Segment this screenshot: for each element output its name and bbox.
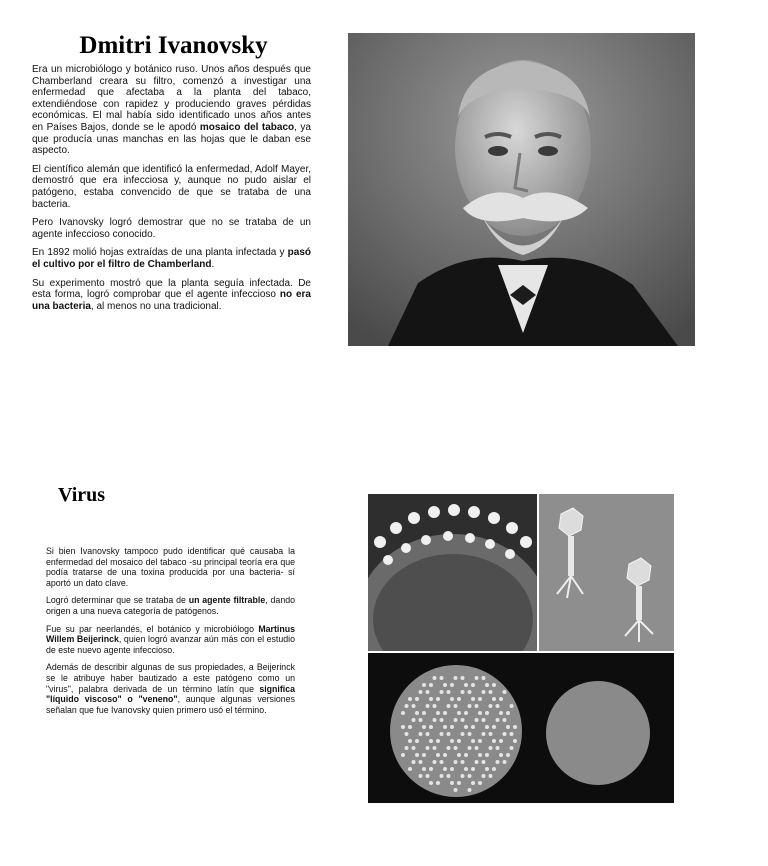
section-title-ivanovsky: Dmitri Ivanovsky xyxy=(79,32,268,59)
text: Logró determinar que se trataba de xyxy=(46,595,189,606)
text: Su experimento mostró que la planta seguía infectada. De esta forma, logró comprobar que el agente infeccioso xyxy=(32,277,311,301)
text: Además de describir algunas de sus propiedades, a Beijerinck se le atribuye haber bautizado a este patógeno como un "virus", palabra derivada de un término latín que xyxy=(46,662,295,694)
portrait-photo xyxy=(348,33,695,346)
paragraph: El científico alemán que identificó la enfermedad, Adolf Mayer, demostró que era infecciosa y, aunque no pudo aislar el patógeno, estaba convencido de que se trataba de una bacteria. xyxy=(32,163,311,210)
paragraph xyxy=(32,64,311,157)
paragraph xyxy=(46,595,295,616)
paragraph xyxy=(46,624,295,656)
bold-text: no era una bacteria xyxy=(32,289,311,312)
text: Fue su par neerlandés, el botánico y microbiólogo xyxy=(46,623,259,634)
bold-text: mosaico del tabaco xyxy=(199,121,295,133)
virus-text-column xyxy=(46,546,295,722)
text: , quien logró avanzar aún más con el estudio de este nuevo agente infeccioso. xyxy=(46,634,295,655)
ivanovsky-text-column xyxy=(32,64,311,319)
paragraph: Pero Ivanovsky logró demostrar que no se trataba de un agente infeccioso conocido. xyxy=(32,217,311,240)
micrograph-panel-virions xyxy=(368,653,674,803)
text: , ya que producía unas manchas en las hojas que le daban ese aspecto. xyxy=(32,121,311,157)
text: . xyxy=(211,258,215,270)
text: , dando origen a una nueva categoría de patógenos. xyxy=(46,595,295,616)
paragraph xyxy=(32,247,311,270)
bold-text: pasó el cultivo por el filtro de Chamberland xyxy=(32,247,311,270)
paragraph xyxy=(32,278,311,313)
text: Era un microbiólogo y botánico ruso. Unos años después que Chamberland creara su filtro, comenzó a investigar una enfermedad que afectaba a la planta del tabaco, extendiéndose con rapidez y produciendo graves pérdidas económicas. El mal había sido identificado unos años antes en Países Bajos, donde se le apodó xyxy=(32,64,311,133)
paragraph: Si bien Ivanovsky tampoco pudo identificar qué causaba la enfermedad del mosaico del tabaco -su principal teoría era que podía tratarse de una toxina producida por una bacteria- sí aportó un dato clave. xyxy=(46,546,295,588)
micrograph-panel-bacteriophage xyxy=(539,494,674,651)
text: , aunque algunas versiones señalan que fue Ivanovsky quien primero usó el término. xyxy=(46,694,295,715)
bold-text: Martinus Willem Beijerinck xyxy=(46,623,295,645)
portrait-illustration xyxy=(348,33,695,346)
text: , al menos no una tradicional. xyxy=(90,300,222,312)
micrograph-panel-bacterium xyxy=(368,494,537,651)
paragraph xyxy=(46,662,295,715)
section-title-virus: Virus xyxy=(58,484,106,506)
bold-text: un agente filtrable xyxy=(188,595,266,606)
text: En 1892 molió hojas extraídas de una planta infectada y xyxy=(32,247,288,259)
bold-text: significa "líquido viscoso" o "veneno" xyxy=(46,683,295,705)
virus-micrographs xyxy=(368,494,674,803)
